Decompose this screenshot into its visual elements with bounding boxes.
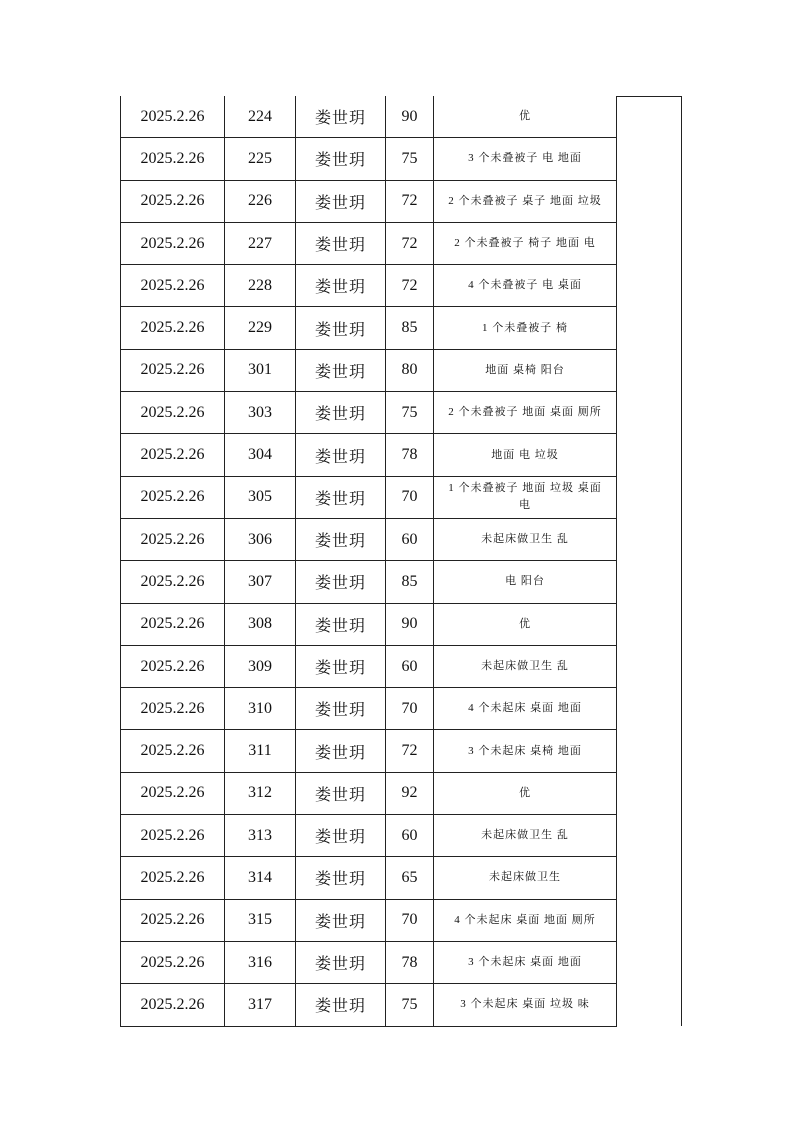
- remark-cell: 3 个未起床 桌椅 地面: [434, 730, 617, 772]
- table-row: [121, 984, 617, 1026]
- inspector-name-cell: 娄世玥: [296, 857, 386, 899]
- score-cell: 92: [386, 772, 434, 814]
- score-cell: 85: [386, 561, 434, 603]
- inspector-name-cell: 娄世玥: [296, 984, 386, 1026]
- room-number-cell: 309: [225, 645, 296, 687]
- score-cell: 70: [386, 476, 434, 518]
- inspector-name-cell: 娄世玥: [296, 138, 386, 180]
- room-number-cell: 315: [225, 899, 296, 941]
- score-cell: 70: [386, 688, 434, 730]
- room-number-cell: 316: [225, 941, 296, 983]
- date-cell: 2025.2.26: [121, 857, 225, 899]
- table-row: [121, 688, 617, 730]
- score-cell: 75: [386, 138, 434, 180]
- date-cell: 2025.2.26: [121, 476, 225, 518]
- inspector-name-cell: 娄世玥: [296, 899, 386, 941]
- table-row: [121, 96, 617, 138]
- table-row: [121, 730, 617, 772]
- inspector-name-cell: 娄世玥: [296, 815, 386, 857]
- date-cell: 2025.2.26: [121, 772, 225, 814]
- table-row: [121, 307, 617, 349]
- table-row: [121, 518, 617, 560]
- date-cell: 2025.2.26: [121, 899, 225, 941]
- room-number-cell: 303: [225, 392, 296, 434]
- remark-cell: 地面 桌椅 阳台: [434, 349, 617, 391]
- inspector-name-cell: 娄世玥: [296, 941, 386, 983]
- table-row: [121, 392, 617, 434]
- date-cell: 2025.2.26: [121, 222, 225, 264]
- remark-cell: 未起床做卫生 乱: [434, 815, 617, 857]
- score-cell: 75: [386, 392, 434, 434]
- score-cell: 72: [386, 265, 434, 307]
- remark-cell: 优: [434, 772, 617, 814]
- score-cell: 70: [386, 899, 434, 941]
- score-cell: 78: [386, 941, 434, 983]
- table-row: [121, 265, 617, 307]
- inspector-name-cell: 娄世玥: [296, 476, 386, 518]
- room-number-cell: 304: [225, 434, 296, 476]
- table-row: [121, 349, 617, 391]
- inspector-name-cell: 娄世玥: [296, 265, 386, 307]
- room-number-cell: 301: [225, 349, 296, 391]
- score-cell: 85: [386, 307, 434, 349]
- room-number-cell: 228: [225, 265, 296, 307]
- inspector-name-cell: 娄世玥: [296, 561, 386, 603]
- date-cell: 2025.2.26: [121, 941, 225, 983]
- inspector-name-cell: 娄世玥: [296, 645, 386, 687]
- inspector-name-cell: 娄世玥: [296, 392, 386, 434]
- remark-cell: 优: [434, 603, 617, 645]
- table-row: [121, 180, 617, 222]
- score-cell: 72: [386, 730, 434, 772]
- table-row: [121, 857, 617, 899]
- score-cell: 90: [386, 603, 434, 645]
- room-number-cell: 226: [225, 180, 296, 222]
- date-cell: 2025.2.26: [121, 645, 225, 687]
- remark-cell: 4 个未起床 桌面 地面 厕所: [434, 899, 617, 941]
- inspector-name-cell: 娄世玥: [296, 307, 386, 349]
- inspector-name-cell: 娄世玥: [296, 603, 386, 645]
- remark-cell: 未起床做卫生 乱: [434, 518, 617, 560]
- room-number-cell: 310: [225, 688, 296, 730]
- inspection-table: [120, 96, 617, 1027]
- inspector-name-cell: 娄世玥: [296, 730, 386, 772]
- remark-cell: 电 阳台: [434, 561, 617, 603]
- remark-cell: 3 个未叠被子 电 地面: [434, 138, 617, 180]
- room-number-cell: 311: [225, 730, 296, 772]
- score-cell: 78: [386, 434, 434, 476]
- remark-cell: 2 个未叠被子 桌子 地面 垃圾: [434, 180, 617, 222]
- room-number-cell: 305: [225, 476, 296, 518]
- remark-cell: 1 个未叠被子 椅: [434, 307, 617, 349]
- remark-cell: 3 个未起床 桌面 地面: [434, 941, 617, 983]
- score-cell: 60: [386, 815, 434, 857]
- score-cell: 75: [386, 984, 434, 1026]
- table-row: [121, 815, 617, 857]
- room-number-cell: 314: [225, 857, 296, 899]
- date-cell: 2025.2.26: [121, 815, 225, 857]
- room-number-cell: 313: [225, 815, 296, 857]
- date-cell: 2025.2.26: [121, 392, 225, 434]
- date-cell: 2025.2.26: [121, 434, 225, 476]
- room-number-cell: 225: [225, 138, 296, 180]
- remark-cell: 2 个未叠被子 地面 桌面 厕所: [434, 392, 617, 434]
- remark-cell: 4 个未叠被子 电 桌面: [434, 265, 617, 307]
- remark-cell: 未起床做卫生 乱: [434, 645, 617, 687]
- score-cell: 72: [386, 180, 434, 222]
- room-number-cell: 307: [225, 561, 296, 603]
- room-number-cell: 224: [225, 96, 296, 138]
- score-cell: 65: [386, 857, 434, 899]
- table-row: [121, 645, 617, 687]
- table-row: [121, 941, 617, 983]
- score-cell: 72: [386, 222, 434, 264]
- table-row: [121, 476, 617, 518]
- remarks-column-frame: [616, 96, 682, 1026]
- date-cell: 2025.2.26: [121, 603, 225, 645]
- room-number-cell: 317: [225, 984, 296, 1026]
- inspector-name-cell: 娄世玥: [296, 772, 386, 814]
- table-row: [121, 899, 617, 941]
- inspector-name-cell: 娄世玥: [296, 434, 386, 476]
- date-cell: 2025.2.26: [121, 730, 225, 772]
- date-cell: 2025.2.26: [121, 561, 225, 603]
- table-row: [121, 138, 617, 180]
- room-number-cell: 312: [225, 772, 296, 814]
- remark-cell: 2 个未叠被子 椅子 地面 电: [434, 222, 617, 264]
- date-cell: 2025.2.26: [121, 180, 225, 222]
- remark-cell: 3 个未起床 桌面 垃圾 味: [434, 984, 617, 1026]
- date-cell: 2025.2.26: [121, 96, 225, 138]
- inspector-name-cell: 娄世玥: [296, 180, 386, 222]
- room-number-cell: 308: [225, 603, 296, 645]
- inspector-name-cell: 娄世玥: [296, 518, 386, 560]
- room-number-cell: 229: [225, 307, 296, 349]
- table-row: [121, 561, 617, 603]
- remark-cell: 未起床做卫生: [434, 857, 617, 899]
- score-cell: 80: [386, 349, 434, 391]
- table-row: [121, 434, 617, 476]
- remark-cell: 1 个未叠被子 地面 垃圾 桌面 电: [434, 476, 617, 518]
- room-number-cell: 306: [225, 518, 296, 560]
- table-row: [121, 603, 617, 645]
- table-row: [121, 772, 617, 814]
- inspector-name-cell: 娄世玥: [296, 349, 386, 391]
- inspector-name-cell: 娄世玥: [296, 96, 386, 138]
- date-cell: 2025.2.26: [121, 265, 225, 307]
- table-row: [121, 222, 617, 264]
- date-cell: 2025.2.26: [121, 307, 225, 349]
- inspector-name-cell: 娄世玥: [296, 688, 386, 730]
- score-cell: 60: [386, 645, 434, 687]
- score-cell: 90: [386, 96, 434, 138]
- inspector-name-cell: 娄世玥: [296, 222, 386, 264]
- score-cell: 60: [386, 518, 434, 560]
- remark-cell: 4 个未起床 桌面 地面: [434, 688, 617, 730]
- remark-cell: 优: [434, 96, 617, 138]
- remark-cell: 地面 电 垃圾: [434, 434, 617, 476]
- date-cell: 2025.2.26: [121, 138, 225, 180]
- room-number-cell: 227: [225, 222, 296, 264]
- date-cell: 2025.2.26: [121, 984, 225, 1026]
- date-cell: 2025.2.26: [121, 349, 225, 391]
- date-cell: 2025.2.26: [121, 688, 225, 730]
- date-cell: 2025.2.26: [121, 518, 225, 560]
